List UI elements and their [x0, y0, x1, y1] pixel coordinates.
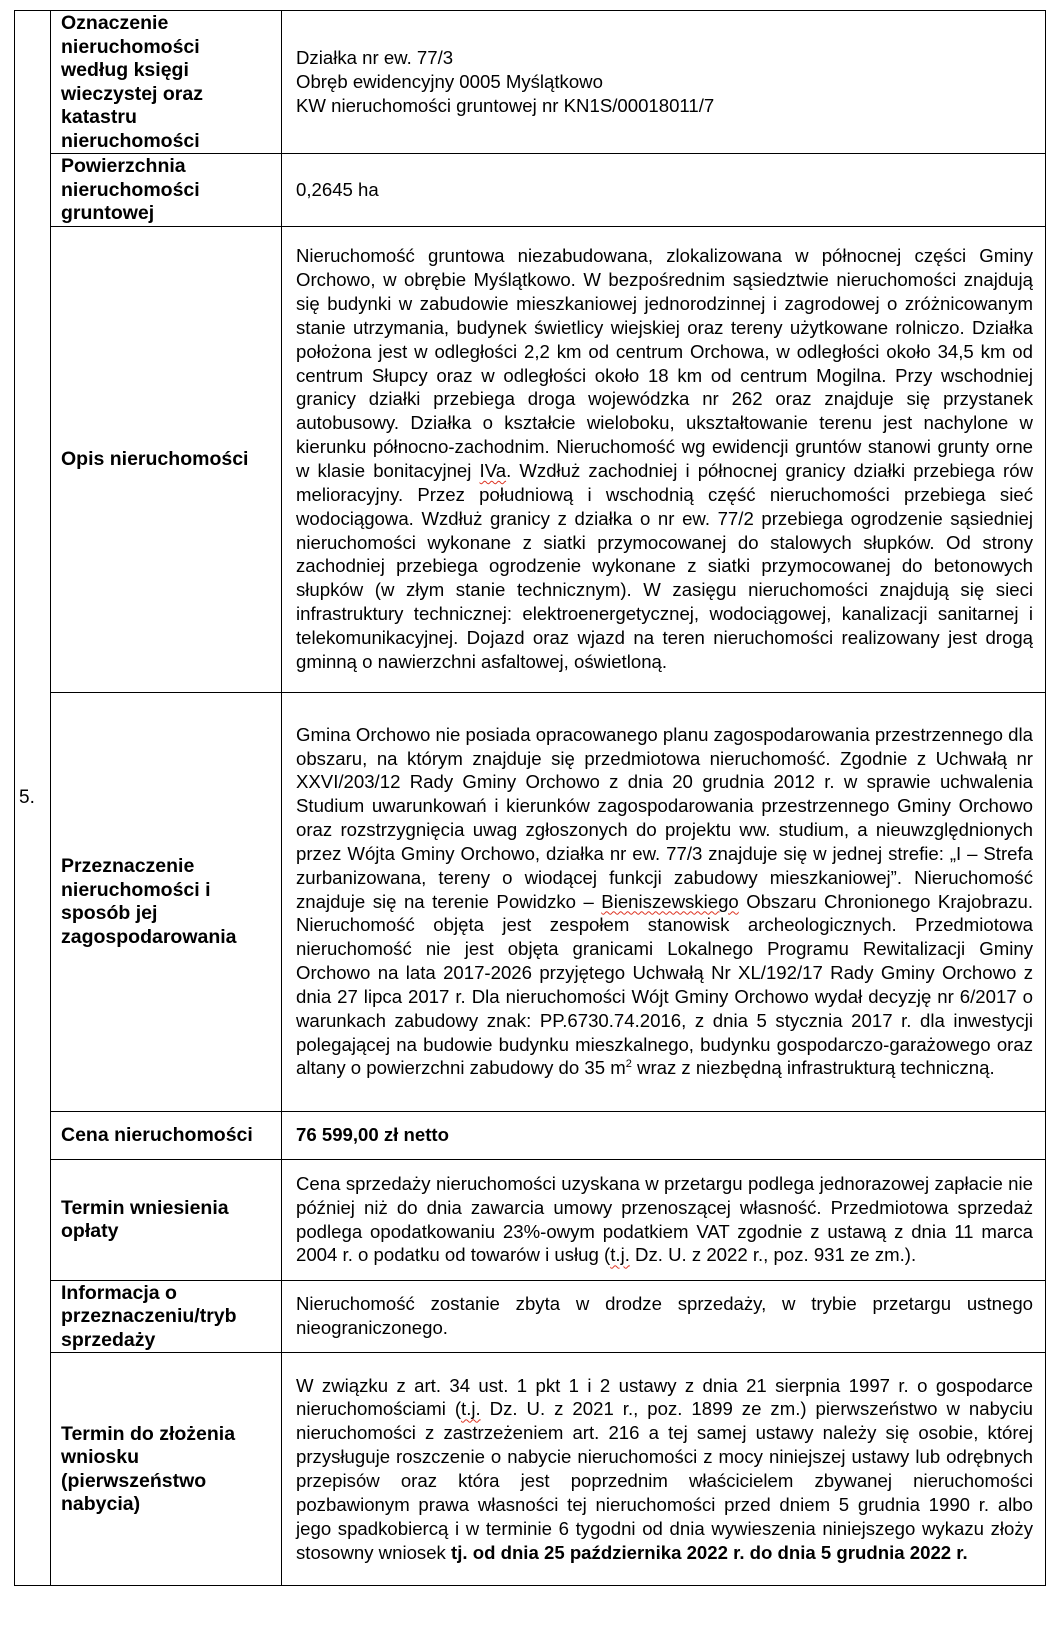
- row-cena: [15, 1111, 1046, 1159]
- termin-oplaty-spellcheck-mark: t.j.: [610, 1244, 630, 1266]
- termin-oplaty-text-a: Cena sprzedaży nieruchomości uzyskana w przetargu podlega jednorazowej zapłacie nie później niż do dnia zawarcia umowy przenoszącej własność. Przedmiotowa sprzedaż podlega opodatkowaniu 23%-owym podatkiem VAT zgodnie z ustawą z dnia 11 marca 2004 r. o podatku od towarów i usług (: [296, 1172, 1033, 1266]
- superscript-2: 2: [625, 1058, 632, 1071]
- label-termin-oplaty: Termin wniesienia opłaty: [51, 1159, 282, 1280]
- termin-wniosku-text-b: Dz. U. z 2021 r., poz. 1899 ze zm.) pierwszeństwo w nabyciu nieruchomości z zastrzeżeniem art. 216 a tej samej ustawy należy się osobie, której przysługuje roszczenie o nabycie nieruchomości z mocy niniejszej ustawy lub odrębnych przepisów oraz która jest poprzednim właścicielem zbywanej nieruchomości pozbawionym prawa własności tej nieruchomości przed dniem 5 grudnia 1990 r. albo jego spadkobiercą i w terminie 6 tygodni od dnia wywieszenia niniejszego wykazu złoży stosowny wniosek: [296, 1398, 1033, 1563]
- land-register-number: KW nieruchomości gruntowej nr KN1S/00018011/7: [296, 94, 715, 116]
- opis-spellcheck-mark: IVa: [479, 460, 507, 481]
- przeznaczenie-spellcheck-mark: Bieniszewskiego: [601, 890, 739, 912]
- value-opis: [282, 226, 1046, 692]
- value-termin-oplaty: [282, 1159, 1046, 1280]
- label-opis: Opis nieruchomości: [51, 226, 282, 692]
- przeznaczenie-text-c: wraz z niezbędną infrastrukturą techniczną.: [631, 1057, 995, 1079]
- label-cena: Cena nieruchomości: [51, 1111, 282, 1159]
- termin-oplaty-text-b: Dz. U. z 2022 r., poz. 931 ze zm.).: [629, 1244, 917, 1266]
- value-cena: 76 599,00 zł netto: [282, 1111, 1046, 1159]
- row-informacja: [15, 1280, 1046, 1353]
- row-termin-wniosku: [15, 1353, 1046, 1586]
- deadline-dates: tj. od dnia 25 października 2022 r. do dnia 5 grudnia 2022 r.: [451, 1541, 968, 1563]
- label-przeznaczenie: Przeznaczenie nieruchomości i sposób jej zagospodarowania: [51, 692, 282, 1111]
- row-powierzchnia: [15, 154, 1046, 227]
- label-powierzchnia: Powierzchnia nieruchomości gruntowej: [51, 154, 282, 227]
- value-termin-wniosku: [282, 1353, 1046, 1586]
- value-informacja: Nieruchomość zostanie zbyta w drodze sprzedaży, w trybie przetargu ustnego nieograniczonego.: [282, 1280, 1046, 1353]
- value-przeznaczenie: [282, 692, 1046, 1111]
- label-termin-wniosku: Termin do złożenia wniosku (pierwszeństwo nabycia): [51, 1353, 282, 1586]
- termin-wniosku-text-a: W związku z art. 34 ust. 1 pkt 1 i 2 ustawy z dnia 21 sierpnia 1997 r. o gospodarce nieruchomościami (: [296, 1374, 1033, 1420]
- item-number: 5.: [15, 11, 51, 1586]
- plot-number: Działka nr ew. 77/3: [296, 47, 454, 69]
- row-termin-oplaty: [15, 1159, 1046, 1280]
- cadastral-district: Obręb ewidencyjny 0005 Myślątkowo: [296, 71, 603, 93]
- termin-wniosku-spellcheck-mark: t.j.: [461, 1398, 481, 1420]
- row-oznaczenie: [15, 11, 1046, 154]
- label-oznaczenie: Oznaczenie nieruchomości według księgi wieczystej oraz katastru nieruchomości: [51, 11, 282, 154]
- property-listing-table: [14, 10, 1046, 1586]
- row-przeznaczenie: [15, 692, 1046, 1111]
- przeznaczenie-text-b: Obszaru Chronionego Krajobrazu. Nieruchomość objęta jest zespołem stanowisk archeologicznych. Przedmiotowa nieruchomość nie jest objęta granicami Lokalnego Programu Rewitalizacji Gminy Orchowo na lata 2017-2026 przyjętego Uchwałą Nr XL/192/17 Rady Gminy Orchowo z dnia 27 lipca 2017 r. Dla nieruchomości Wójt Gminy Orchowo wydał decyzję nr 6/2017 o warunkach zabudowy znak: PP.6730.74.2016, z dnia 5 stycznia 2017 r. dla inwestycji polegającej na budowie budynku mieszkalnego, budynku gospodarczo-garażowego oraz altany o powierzchni zabudowy do 35 m: [296, 890, 1033, 1079]
- przeznaczenie-text-a: Gmina Orchowo nie posiada opracowanego planu zagospodarowania przestrzennego dla obszaru, na którym znajduje się przedmiotowa nieruchomość. Zgodnie z Uchwałą nr XXVI/203/12 Rady Gminy Orchowo z dnia 20 grudnia 2012 r. w sprawie uchwalenia Studium uwarunkowań i kierunków zagospodarowania przestrzennego Gminy Orchowo oraz rozstrzygnięcia uwag zgłoszonych do projektu ww. studium, a nieuwzględnionych przez Wójta Gminy Orchowo, działka nr ew. 77/3 znajduje się w jednej strefie: „I – Strefa zurbanizowana, tereny o wiodącej funkcji zabudowy mieszkaniowej”. Nieruchomość znajduje się na terenie Powidzko –: [296, 723, 1033, 912]
- value-powierzchnia: 0,2645 ha: [282, 154, 1046, 227]
- opis-text-a: Nieruchomość gruntowa niezabudowana, zlokalizowana w północnej części Gminy Orchowo, w obrębie Myślątkowo. W bezpośrednim sąsiedztwie nieruchomości znajdują się budynki w zabudowie mieszkaniowej jednorodzinnej i zagrodowej o zróżnicowanym stanie utrzymania, budynek świetlicy wiejskiej oraz tereny użytkowane rolniczo. Działka położona jest w odległości 2,2 km od centrum Orchowa, w odległości około 34,5 km od centrum Słupcy oraz w odległości około 18 km od centrum Mogilna. Przy wschodniej granicy działki przebiega droga wojewódzka nr 262 oraz znajduje się przystanek autobusowy. Działka o kształcie wieloboku, ukształtowanie terenu jest nachylone w kierunku północno-zachodnim. Nieruchomość wg ewidencji gruntów stanowi grunty orne w klasie bonitacyjnej: [296, 245, 1033, 481]
- opis-text-b: . Wzdłuż zachodniej i północnej granicy działki przebiega rów melioracyjny. Przez południową i wschodnią część nieruchomości przebiega sieć wodociągowa. Wzdłuż granicy z działka o nr ew. 77/2 przebiega ogrodzenie sąsiedniej nieruchomości wykonane z siatki przymocowanej do stalowych słupków. Od strony zachodniej przebiega ogrodzenie wykonane z siatki przymocowanej do betonowych słupków (w złym stanie technicznym). W zasięgu nieruchomości znajdują się sieci infrastruktury technicznej: elektroenergetycznej, wodociągowej, kanalizacji sanitarnej i telekomunikacyjnej. Dojazd oraz wjazd na teren nieruchomości realizowany jest drogą gminną o nawierzchni asfaltowej, oświetloną.: [296, 460, 1033, 672]
- row-opis: [15, 226, 1046, 692]
- value-oznaczenie: [282, 11, 1046, 154]
- label-informacja: Informacja o przeznaczeniu/tryb sprzedaży: [51, 1280, 282, 1353]
